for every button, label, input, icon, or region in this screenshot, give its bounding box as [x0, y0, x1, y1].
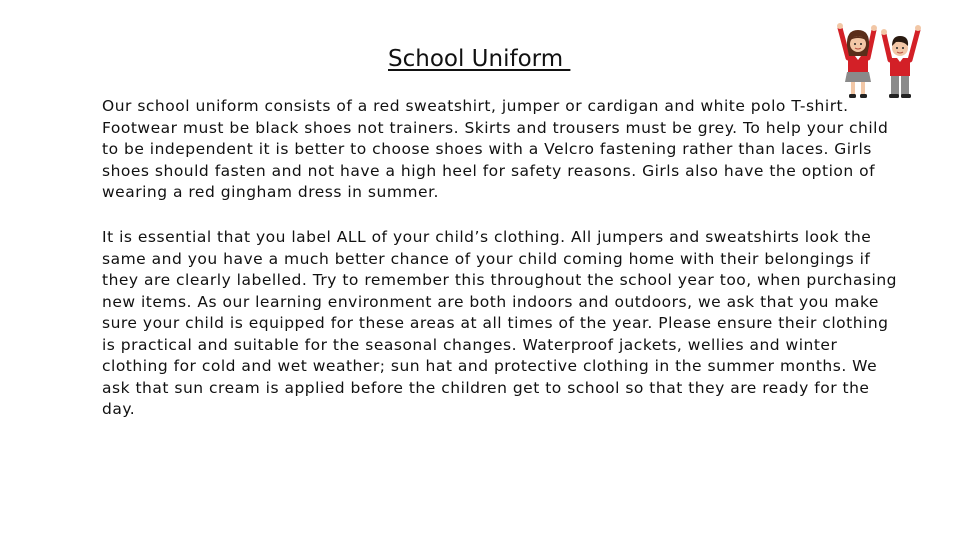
uniform-paragraph: Our school uniform consists of a red sweatshirt, jumper or cardigan and white polo T-shirt. Footwear must be black shoes not trainers. Skirts and trousers must be grey. To help your child to be independent it is better to choose shoes with a Velcro fastening rather than laces. Girls shoes should fasten and not have a high heel for safety reasons. Girls also have the option of wearing a red gingham dress in summer.: [102, 97, 889, 201]
page-title: School Uniform: [388, 46, 571, 72]
boy-figure: [881, 25, 921, 98]
labelling-paragraph: It is essential that you label ALL of your child’s clothing. All jumpers and sweatshirts look the same and you have a much better chance of your child coming home with their belongings if they are clearly labelled. Try to remember this throughout the school year too, when purchasing new items. As our learning environment are both indoors and outdoors, we ask that you make sure your child is equipped for these areas at all times of the year. Please ensure their clothing is practical and suitable for the seasonal changes. Waterproof jackets, wellies and winter clothing for cold and wet weather; sun hat and protective clothing in the summer months. We ask that sun cream is applied before the children get to school so that they are ready for the day.: [102, 228, 898, 418]
girl-figure: [837, 23, 877, 98]
school-children-cheering-icon: [834, 16, 922, 102]
